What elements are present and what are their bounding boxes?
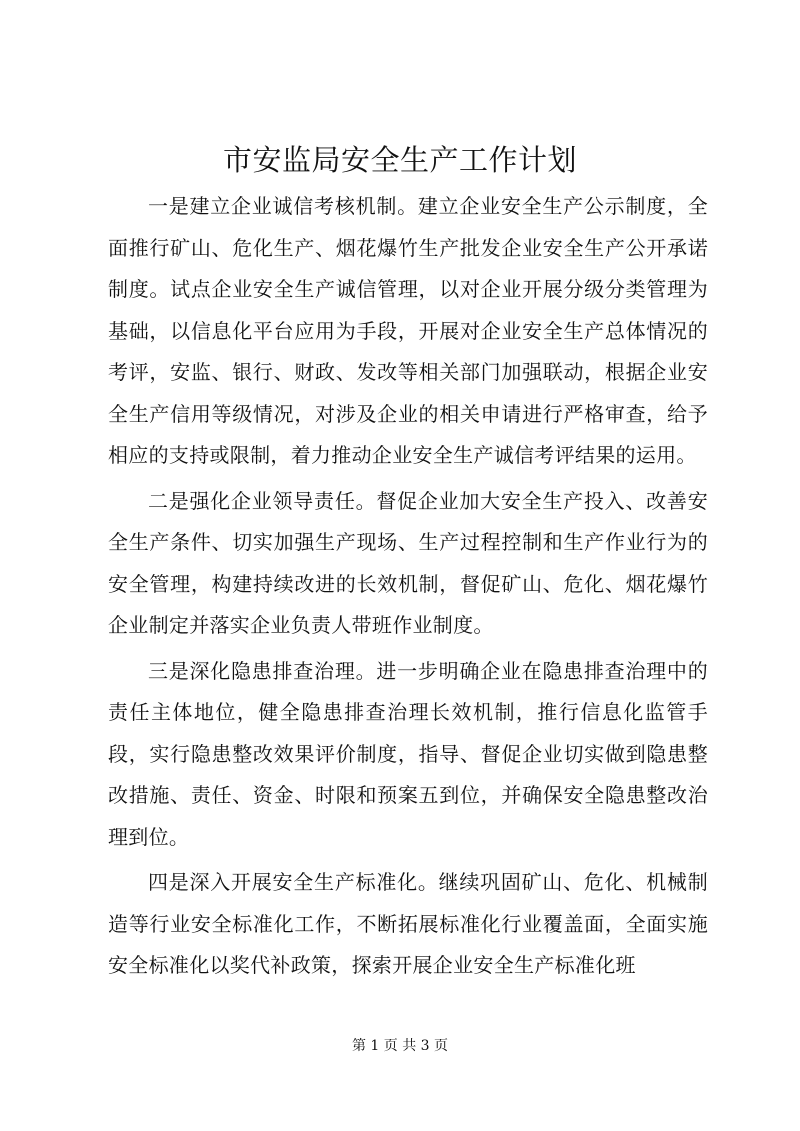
document-title: 市安监局安全生产工作计划 xyxy=(222,143,577,177)
document-body xyxy=(108,186,708,991)
paragraph-2: 二是强化企业领导责任。督促企业加大安全生产投入、改善安全生产条件、切实加强生产现场、生产过程控制和生产作业行为的安全管理，构建持续改进的长效机制，督促矿山、危化、烟花爆竹企业制定并落实企业负责人带班作业制度。 xyxy=(108,488,708,637)
paragraph-4: 四是深入开展安全生产标准化。继续巩固矿山、危化、机械制造等行业安全标准化工作，不断拓展标准化行业覆盖面，全面实施安全标准化以奖代补政策，探索开展企业安全生产标准化班 xyxy=(108,870,708,977)
paragraph-3: 三是深化隐患排查治理。进一步明确企业在隐患排查治理中的责任主体地位，健全隐患排查治理长效机制，推行信息化监管手段，实行隐患整改效果评价制度，指导、督促企业切实做到隐患整改措施、责任、资金、时限和预案五到位，并确保安全隐患整改治理到位。 xyxy=(108,658,708,849)
page-number-footer: 第 1 页 共 3 页 xyxy=(351,1038,449,1054)
paragraph-1: 一是建立企业诚信考核机制。建立企业安全生产公示制度，全面推行矿山、危化生产、烟花爆竹生产批发企业安全生产公开承诺制度。试点企业安全生产诚信管理，以对企业开展分级分类管理为基础，以信息化平台应用为手段，开展对企业安全生产总体情况的考评，安监、银行、财政、发改等相关部门加强联动，根据企业安全生产信用等级情况，对涉及企业的相关申请进行严格审查，给予相应的支持或限制，着力推动企业安全生产诚信考评结果的运用。 xyxy=(108,194,708,467)
